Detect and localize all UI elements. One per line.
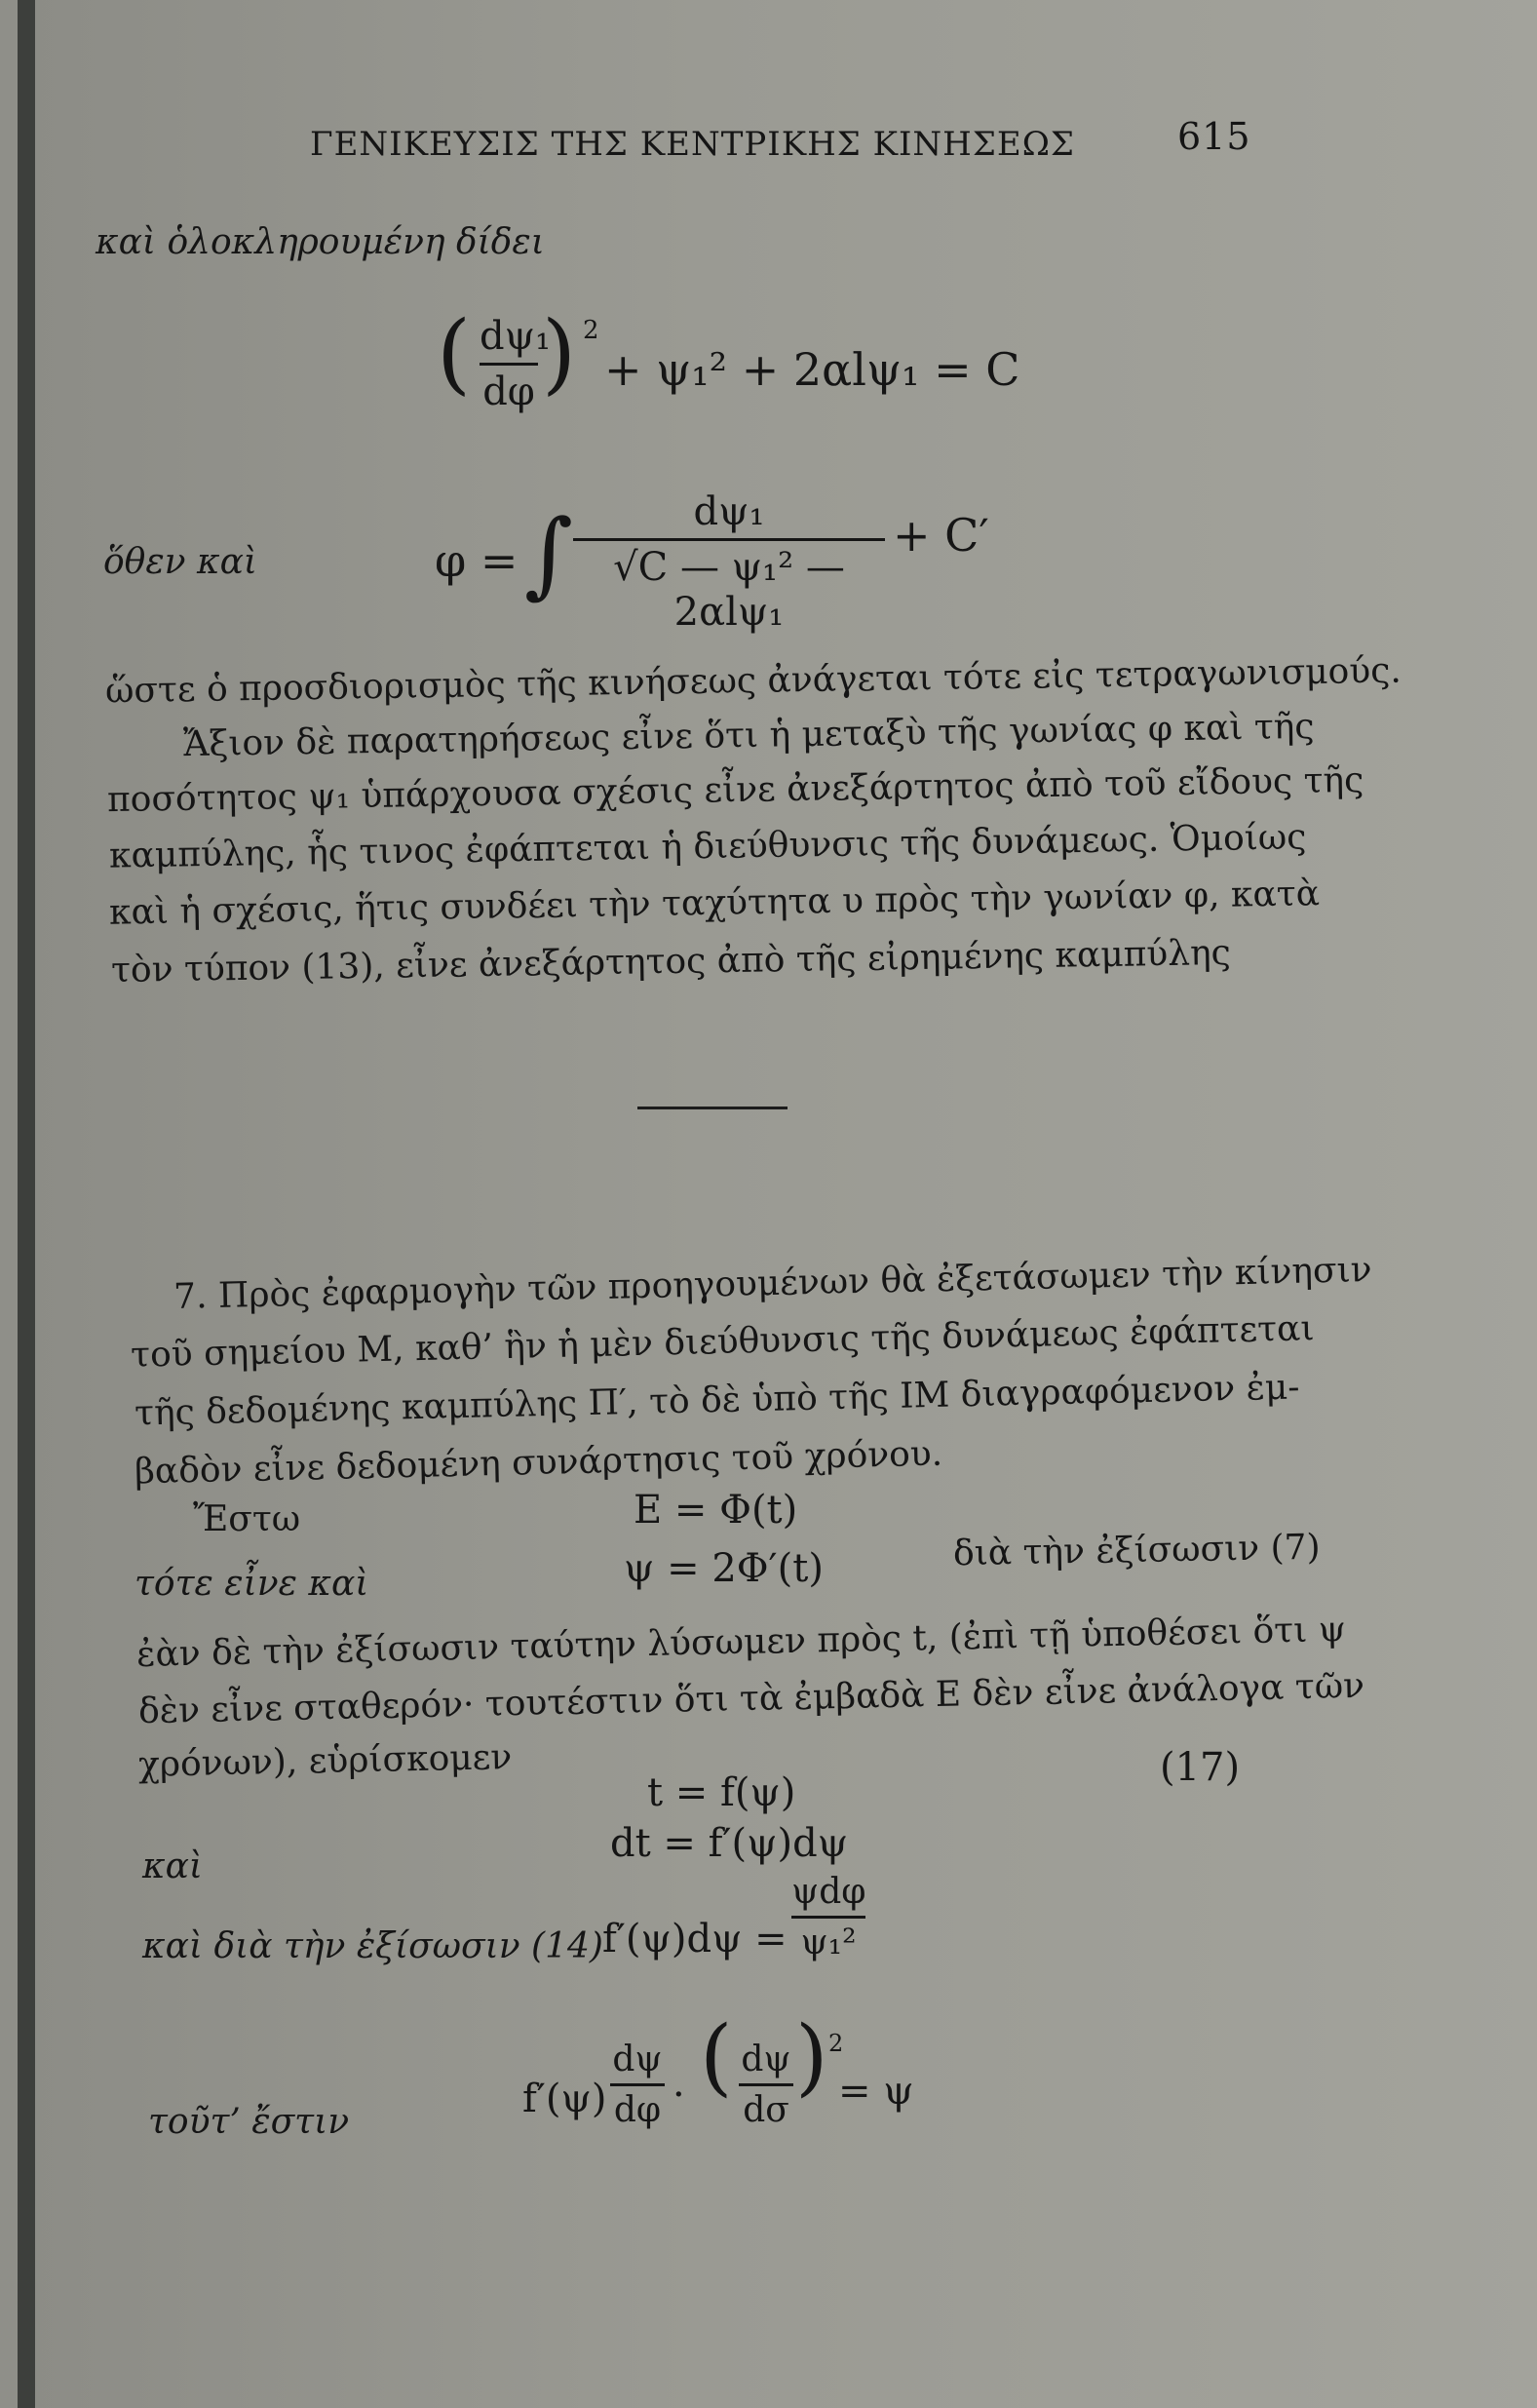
- paragraph-2-line-1: 7. Πρὸς ἐφαρμογὴν τῶν προηγουμένων θὰ ἐξετάσωμεν τὴν κίνησιν: [173, 1250, 1372, 1317]
- tout-rhs: = ψ: [838, 2069, 914, 2114]
- dt-equation: dt = f′(ψ)dψ: [610, 1821, 849, 1866]
- paragraph-3-line-2: δὲν εἶνε σταθερόν· τουτέστιν ὅτι τὰ ἐμβαδὰ Ε δὲν εἶνε ἀνάλογα τῶν: [137, 1665, 1365, 1732]
- paragraph-3-line-1: ἐὰν δὲ τὴν ἐξίσωσιν ταύτην λύσωμεν πρὸς t, (ἐπὶ τῇ ὑποθέσει ὅτι ψ: [135, 1610, 1347, 1675]
- equation-17-number: (17): [1160, 1745, 1241, 1790]
- equation-1-fraction: [480, 314, 552, 414]
- dia-label: καὶ διὰ τὴν ἐξίσωσιν (14): [142, 1926, 603, 1966]
- paragraph-1-line-3: ποσότητος ψ₁ ὑπάρχουσα σχέσις εἶνε ἀνεξάρτητος ἀπὸ τοῦ εἴδους τῆς: [106, 759, 1364, 821]
- page-number: 615: [1177, 115, 1251, 158]
- dia-denominator: ψ₁²: [800, 1923, 857, 1962]
- paragraph-2-line-2: τοῦ σημείου Μ, καθ’ ἣν ἡ μὲν διεύθυνσις τῆς δυνάμεως ἐφάπτεται: [130, 1308, 1315, 1376]
- paragraph-1-line-2: Ἄξιον δὲ παρατηρήσεως εἶνε ὅτι ἡ μεταξὺ τῆς γωνίας φ καὶ τῆς: [182, 706, 1315, 765]
- tout-fraction-2: [739, 2039, 793, 2130]
- paragraph-1-line-5: καὶ ἡ σχέσις, ἥτις συνδέει τὴν ταχύτητα υ πρὸς τὴν γωνίαν φ, κατὰ: [108, 874, 1321, 933]
- eq2-rest: + C′: [893, 509, 989, 562]
- eq1-rest: + ψ₁² + 2αlψ₁ = C: [604, 343, 1020, 396]
- equation-1: [437, 302, 1021, 448]
- paragraph-3-line-3: χρόνων), εὑρίσκομεν: [137, 1736, 513, 1786]
- paragraph-1-line-4: καμπύλης, ἧς τινος ἐφάπτεται ἡ διεύθυνσις τῆς δυνάμεως. Ὁμοίως: [108, 817, 1307, 876]
- tout-exponent: 2: [828, 2030, 844, 2057]
- book-page: [18, 0, 1537, 2408]
- section-separator: [637, 1107, 788, 1109]
- tout-numerator-1: dψ: [612, 2039, 663, 2079]
- tote-equation: ψ = 2Φ′(t): [624, 1546, 824, 1591]
- tout-label: τοῦτ’ ἔστιν: [148, 2102, 350, 2142]
- eq2-denominator: √C — ψ₁² — 2αlψ₁: [613, 545, 845, 635]
- esto-label: Ἔστω: [193, 1499, 301, 1539]
- dia-numerator: ψdφ: [791, 1872, 866, 1912]
- tout-right-paren: ): [795, 2008, 828, 2106]
- paragraph-1-line-1: ὥστε ὁ προσδιορισμὸς τῆς κινήσεως ἀνάγεται τότε εἰς τετραγωνισμούς.: [104, 650, 1403, 712]
- kai-label: καὶ: [142, 1846, 204, 1886]
- page-binding-edge: [18, 0, 35, 2408]
- equation-17: t = f(ψ): [647, 1770, 796, 1815]
- paragraph-2-line-4: βαδὸν εἶνε δεδομένη συνάρτησις τοῦ χρόνου.: [134, 1433, 943, 1493]
- tout-denominator-2: dσ: [743, 2090, 789, 2130]
- dia-lhs: f′(ψ)dψ =: [602, 1917, 788, 1961]
- intro-text: καὶ ὁλοκληρουμένη δίδει: [96, 222, 545, 262]
- tout-left-paren: (: [700, 2008, 733, 2106]
- tout-numerator-2: dψ: [741, 2039, 791, 2079]
- eq2-numerator: dψ₁: [693, 489, 765, 534]
- eq1-exponent: 2: [583, 316, 599, 345]
- tote-reference: διὰ τὴν ἐξίσωσιν (7): [952, 1527, 1321, 1574]
- esto-equation: E = Φ(t): [634, 1488, 798, 1533]
- tout-lhs: f′(ψ): [522, 2077, 607, 2121]
- tout-fraction-1: [610, 2039, 665, 2130]
- dia-fraction: [791, 1872, 865, 1962]
- integral-sign: ∫: [524, 499, 574, 608]
- left-paren: (: [437, 302, 472, 405]
- tout-dot: ·: [672, 2073, 685, 2117]
- paragraph-1-line-6: τὸν τύπον (13), εἶνε ἀνεξάρτητος ἀπὸ τῆς εἰρημένης καμπύλης: [110, 932, 1232, 991]
- tote-label: τότε εἶνε καὶ: [134, 1564, 369, 1604]
- eq1-numerator: dψ₁: [480, 314, 552, 359]
- tout-denominator-1: dφ: [613, 2090, 662, 2130]
- right-paren: ): [542, 302, 577, 405]
- eq2-lhs: φ =: [435, 534, 519, 587]
- running-title: ΓΕΝΙΚΕΥΣΙΣ ΤΗΣ ΚΕΝΤΡΙΚΗΣ ΚΙΝΗΣΕΩΣ: [310, 125, 1075, 164]
- paragraph-2-line-3: τῆς δεδομένης καμπύλης Π′, τὸ δὲ ὑπὸ τῆς ΙΜ διαγραφόμενον ἐμ-: [134, 1367, 1300, 1434]
- eq1-denominator: dφ: [482, 369, 535, 414]
- eq2-label: ὅθεν καὶ: [103, 542, 258, 582]
- equation-2-fraction: [573, 489, 885, 635]
